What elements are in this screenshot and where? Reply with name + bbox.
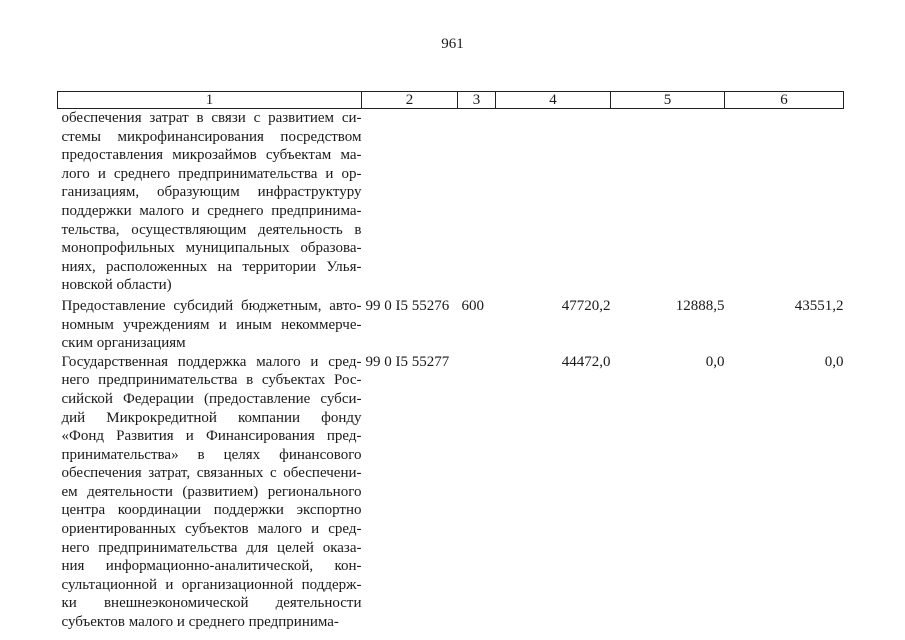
description-line: обеспечения затрат в связи с развитием си- [61,110,362,126]
expense-type-cell [458,109,496,297]
description-line: ским организациям [61,335,186,352]
description-line: ки внешнеэкономической деятельности [61,595,362,612]
description-line: новской области) [61,277,172,294]
amount-col6-cell: 43551,2 [794,297,844,314]
budget-table [57,91,844,632]
expense-type-cell: 600 [461,297,484,314]
description-line: сультационной и организационной поддерж- [61,576,362,593]
description-line: принимательства» в целях финансового [61,446,362,463]
amount-col4-cell: 47720,2 [561,297,611,314]
description-line: ем деятельности (развитием) регионального [61,483,362,500]
description-cell [58,109,362,297]
budget-code-cell: 99 0 I5 55276 [365,297,450,314]
column-header-3: 3 [458,92,496,109]
description-line: ганизациям, образующим инфраструктуру [61,184,362,201]
description-line: поддержки малого и среднего предпринима- [61,202,362,219]
description-line: лого и среднего предпринимательства и ор- [61,165,362,182]
description-line: «Фонд Развития и Финансирования пред- [61,428,362,445]
description-line: обеспечения затрат, связанных с обеспечени- [61,465,362,482]
amount-col4-cell [496,109,611,297]
amount-col5-cell: 0,0 [705,353,725,370]
description-line: центра координации поддержки экспортно [61,502,362,519]
amount-col5-cell: 12888,5 [675,297,725,314]
description-line: него предпринимательства для целей оказа- [61,539,362,556]
budget-code-cell: 99 0 I5 55277 [365,353,450,370]
table-row [58,109,844,297]
page-number: 961 [441,36,464,52]
description-cell [58,297,362,353]
description-line: ниях, расположенных на территории Улья- [61,258,362,275]
description-line: Предоставление субсидий бюджетным, авто- [61,297,362,314]
description-line: ния информационно-аналитической, кон- [61,558,362,575]
description-line: него предпринимательства в субъектах Рос- [61,372,362,389]
description-line: сийской Федерации (предоставление субси- [61,390,362,407]
description-line: дий Микрокредитной компании фонду [61,409,362,426]
table-row [58,297,844,353]
amount-col6-cell [725,109,844,297]
amount-col5-cell [611,109,725,297]
expense-type-cell [458,353,496,632]
description-line: субъектов малого и среднего предпринима- [61,614,339,631]
description-line: Государственная поддержка малого и сред- [61,353,362,370]
table-row [58,353,844,632]
budget-code-cell [362,109,458,297]
description-line: монопрофильных муниципальных образова- [61,240,362,257]
amount-col4-cell: 44472,0 [561,353,611,370]
column-header-5: 5 [611,92,725,109]
column-header-1: 1 [58,92,362,109]
column-header-4: 4 [496,92,611,109]
description-cell [58,353,362,632]
description-line: номным учреждениям и иным некоммерче- [61,316,362,333]
description-line: ориентированных субъектов малого и сред- [61,521,362,538]
description-line: предоставления микрозаймов субъектам ма- [61,147,362,164]
table-body [58,109,844,632]
column-header-6: 6 [725,92,844,109]
column-header-2: 2 [362,92,458,109]
table-header-row [58,92,844,109]
description-line: стемы микрофинансирования посредством [61,128,362,145]
description-line: тельства, осуществляющим деятельность в [61,221,362,238]
amount-col6-cell: 0,0 [824,353,844,370]
